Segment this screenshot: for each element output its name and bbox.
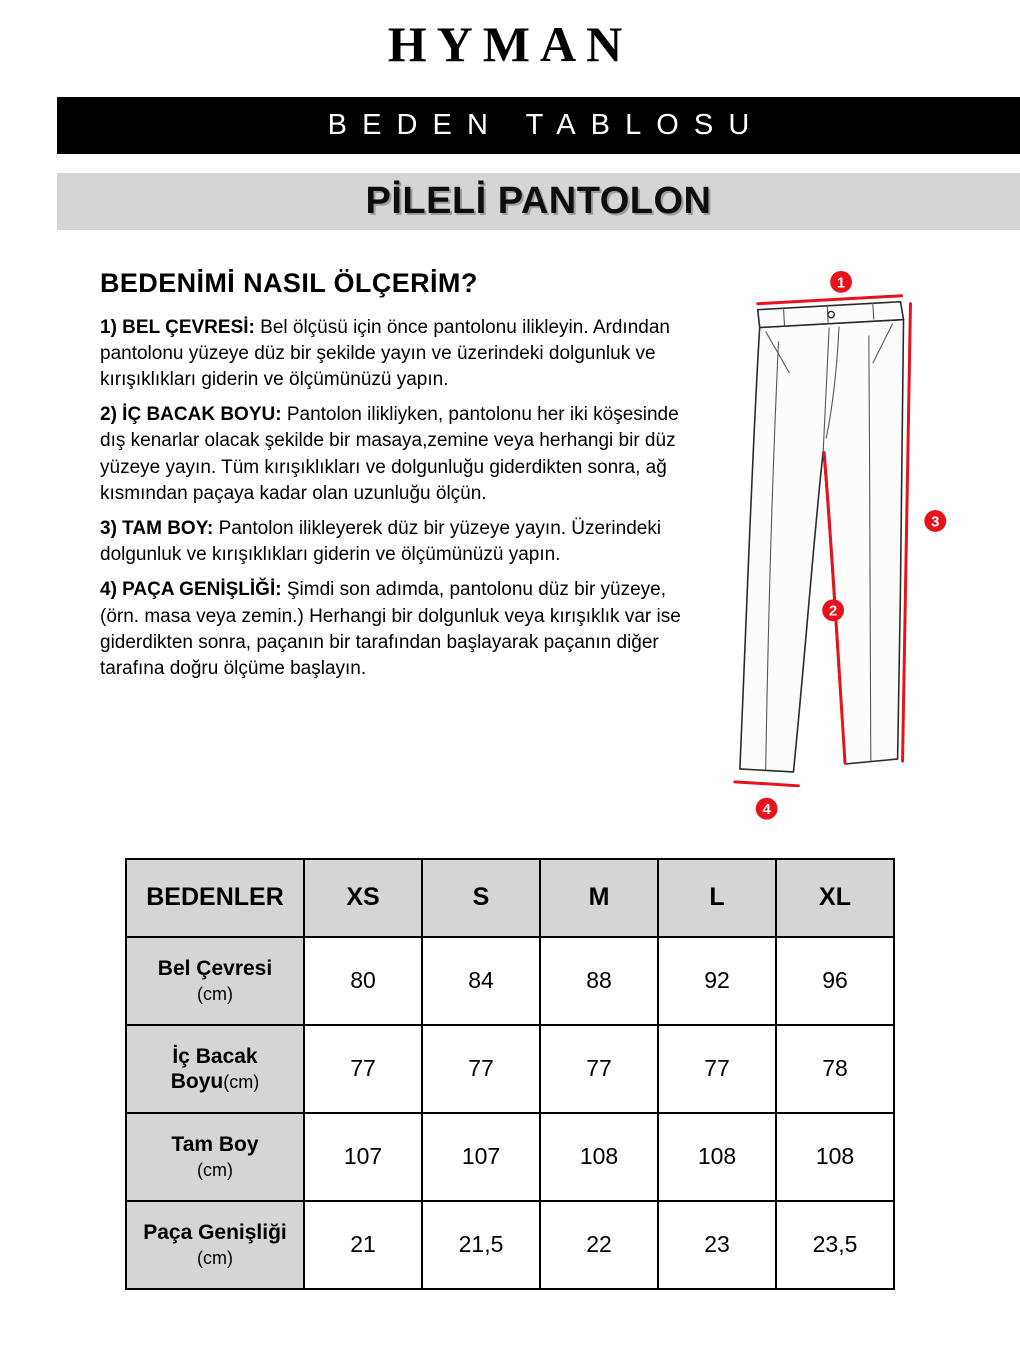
- measure-step-4: [100, 577, 692, 682]
- table-row-waist: [126, 937, 894, 1025]
- cell-hem-width-m: 22: [540, 1201, 658, 1289]
- step-4-label: 4) PAÇA GENİŞLİĞİ:: [100, 579, 282, 601]
- product-title-banner: [57, 173, 1020, 230]
- marker-4: 4: [762, 801, 771, 818]
- row-label-full-length: Tam Boy (cm): [126, 1113, 304, 1201]
- size-table-header-row: [126, 859, 894, 937]
- cell-hem-width-l: 23: [658, 1201, 776, 1289]
- cell-waist-l: 92: [658, 937, 776, 1025]
- header-size-xs: XS: [304, 859, 422, 937]
- cell-inseam-s: 77: [422, 1025, 540, 1113]
- step-1-text: Bel ölçüsü için önce pantolonu ilikleyin. Ardından pantolonu yüzeye düz bir şekilde yayın ve üzerindeki dolgunluk ve kırışıklıkları giderin ve ölçümünüzü yapın.: [100, 316, 670, 390]
- step-2-text: Pantolon ilikliyken, pantolonu her iki köşesinde dış kenarlar olacak şekilde bir masaya,zemine veya herhangi bir düz yüzeye yayın. Tüm kırışıklıkları ve dolgunluğu giderdikten sonra, ağ kısmından paçaya kadar olan uzunluğu ölçün.: [100, 404, 679, 504]
- marker-2: 2: [828, 603, 838, 620]
- table-row-full-length: [126, 1113, 894, 1201]
- measure-instructions: [100, 268, 692, 692]
- cell-inseam-l: 77: [658, 1025, 776, 1113]
- size-table: [125, 858, 895, 1290]
- cell-inseam-xs: 77: [304, 1025, 422, 1113]
- cell-full-length-xl: 108: [776, 1113, 894, 1201]
- table-row-hem-width: [126, 1201, 894, 1289]
- measure-section: [0, 230, 1020, 828]
- pants-illustration: [722, 268, 970, 828]
- cell-hem-width-xs: 21: [304, 1201, 422, 1289]
- header-size-xl: XL: [776, 859, 894, 937]
- cell-waist-s: 84: [422, 937, 540, 1025]
- step-4-text: Şimdi son adımda, pantolonu düz bir yüzeye, (örn. masa veya zemin.) Herhangi bir dolgunluk veya kırışıklık var ise giderdikten sonra, paçanın bir tarafından başlayarak paçanın diğer tarafına doğru ölçüme başlayın.: [100, 579, 681, 680]
- cell-full-length-l: 108: [658, 1113, 776, 1201]
- pants-diagram: [722, 268, 970, 828]
- size-table-banner: [57, 97, 1020, 154]
- marker-1: 1: [836, 274, 846, 291]
- step-3-label: 3) TAM BOY:: [100, 518, 214, 540]
- cell-waist-m: 88: [540, 937, 658, 1025]
- product-title-label: PİLELİ PANTOLON: [365, 179, 712, 222]
- measure-step-1: [100, 315, 692, 394]
- cell-waist-xl: 96: [776, 937, 894, 1025]
- cell-waist-xs: 80: [304, 937, 422, 1025]
- measure-step-2: [100, 402, 692, 507]
- cell-hem-width-xl: 23,5: [776, 1201, 894, 1289]
- size-table-banner-label: BEDEN TABLOSU: [327, 108, 765, 141]
- marker-3: 3: [931, 513, 940, 530]
- cell-full-length-m: 108: [540, 1113, 658, 1201]
- step-1-label: 1) BEL ÇEVRESİ:: [100, 316, 255, 338]
- measure-step-3: [100, 516, 692, 568]
- row-label-hem-width: Paça Genişliği (cm): [126, 1201, 304, 1289]
- row-label-inseam: İç Bacak Boyu(cm): [126, 1025, 304, 1113]
- hem-width-measure-line: [735, 781, 798, 785]
- cell-full-length-s: 107: [422, 1113, 540, 1201]
- header-bedenler: BEDENLER: [126, 859, 304, 937]
- header-size-s: S: [422, 859, 540, 937]
- measure-heading: BEDENİMİ NASIL ÖLÇERİM?: [100, 267, 478, 298]
- cell-inseam-xl: 78: [776, 1025, 894, 1113]
- brand-logo: HYMAN: [387, 16, 633, 72]
- header-size-m: M: [540, 859, 658, 937]
- cell-full-length-xs: 107: [304, 1113, 422, 1201]
- step-3-text: Pantolon ilikleyerek düz bir yüzeye yayın. Üzerindeki dolgunluk ve kırışıklıkları giderin ve ölçümünüzü yapın.: [100, 518, 662, 566]
- header-size-l: L: [658, 859, 776, 937]
- cell-hem-width-s: 21,5: [422, 1201, 540, 1289]
- step-2-label: 2) İÇ BACAK BOYU:: [100, 404, 282, 426]
- row-label-waist: Bel Çevresi (cm): [126, 937, 304, 1025]
- cell-inseam-m: 77: [540, 1025, 658, 1113]
- table-row-inseam: [126, 1025, 894, 1113]
- side-length-measure-line: [903, 303, 911, 760]
